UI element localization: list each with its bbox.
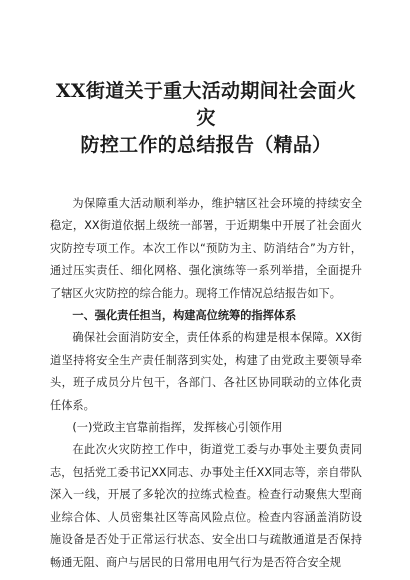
intro-paragraph: 为保障重大活动顺利举办，维护辖区社会环境的持续安全稳定，XX街道依据上级统一部署，于近期集中开展了社会面火灾防控专项工作。本次工作以“预防为主、防消结合”为方针，通过压实责任、细化网格、强化演练等一系列举措，全面提升了辖区火灾防控的综合能力。现将工作情况总结报告如下。 <box>50 197 362 300</box>
document-title-line-2: 防控工作的总结报告（精品） <box>80 134 332 156</box>
document-title-line-1: XX街道关于重大活动期间社会面火灾 <box>55 80 357 129</box>
section-heading-1: 一、强化责任担当，构建高位统筹的指挥体系 <box>72 309 297 323</box>
document-title <box>50 78 362 159</box>
section-1-paragraph: 确保社会面消防安全，责任体系的构建是根本保障。XX街道坚持将安全生产责任制落到实处，构建了由党政主要领导牵头，班子成员分片包干，各部门、各社区协同联动的立体化责任体系。 <box>50 331 362 412</box>
document-body <box>50 193 362 574</box>
subsection-heading-1: (一)党政主官靠前指挥，发挥核心引领作用 <box>72 421 283 435</box>
subsection-1-paragraph: 在此次火灾防控工作中，街道党工委与办事处主要负责同志，包括党工委书记XX同志、办事处主任XX同志等，亲自带队深入一线，开展了多轮次的拉练式检查。检查行动聚焦大型商业综合体、人员密集社区等高风险点位。检查内容涵盖消防设施设备是否处于正常运行状态、安全出口与疏散通道是否保持畅通无阻、商户与居民的日常用电用气行为是否符合安全规 <box>50 443 362 569</box>
